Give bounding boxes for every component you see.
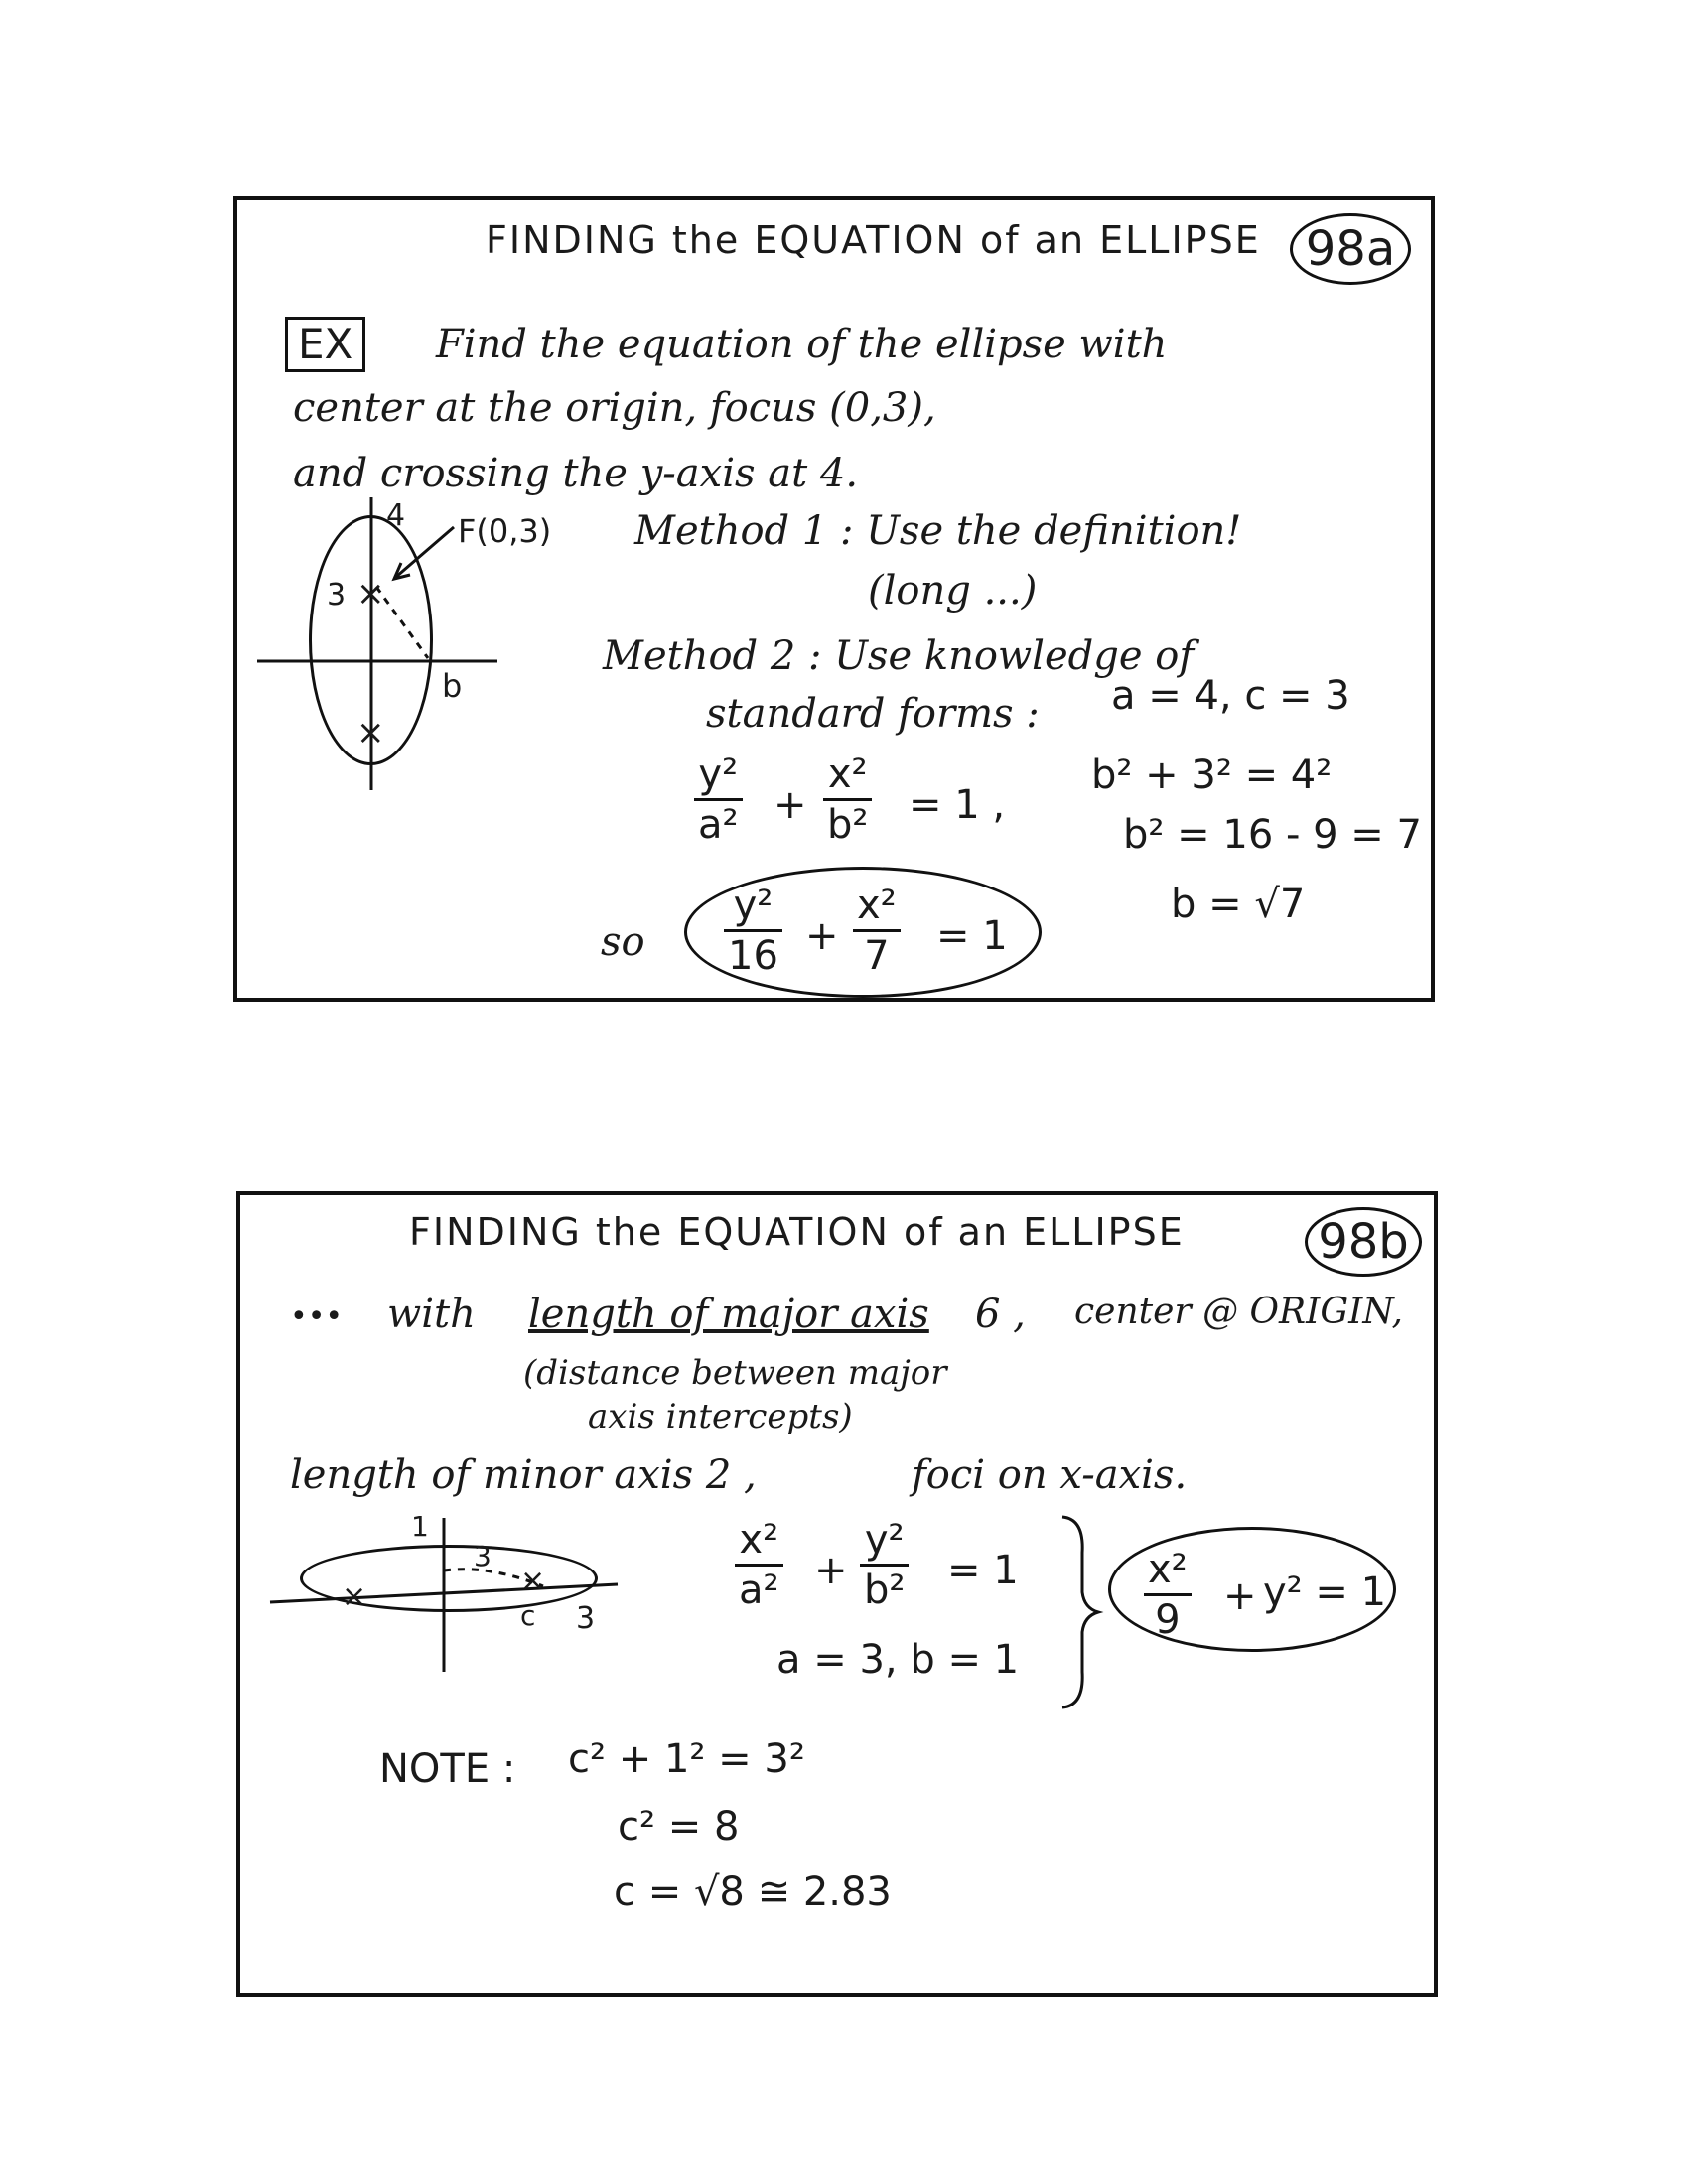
answer-rhs: = 1 [936, 913, 1008, 959]
right-focus-mark: × [520, 1564, 546, 1598]
sketch-label-1: 1 [411, 1510, 429, 1543]
std-form-num-2: x² [827, 751, 868, 797]
method-2-values: a = 4, c = 3 [1111, 673, 1350, 719]
line-1-six: 6 , [975, 1292, 1026, 1337]
calc-line-1: b² + 3² = 4² [1091, 752, 1333, 798]
std-form-term-1 [694, 753, 743, 846]
card-tag: 98b [1305, 1207, 1422, 1277]
card-98b [236, 1191, 1438, 1997]
sketch-label-3-top: 3 [474, 1540, 492, 1572]
answer-term-1 [724, 885, 782, 977]
problem-line-1: Find the equation of the ellipse with [436, 322, 1168, 367]
leading-dots: ••• [290, 1299, 344, 1334]
sketch-label-focus: F(0,3) [458, 512, 552, 550]
method-1-line-1: Method 1 : Use the definition! [634, 508, 1242, 554]
sketch-axes [240, 1195, 657, 1711]
answer-den-1: 9 [1155, 1597, 1181, 1643]
answer-plus: + [1223, 1573, 1257, 1619]
note-label: NOTE : [379, 1746, 516, 1792]
note-line-1: c² + 1² = 3² [568, 1736, 805, 1782]
method-1-line-2: (long ...) [868, 568, 1038, 614]
ab-values: a = 3, b = 1 [776, 1637, 1020, 1683]
note-line-2: c² = 8 [618, 1804, 740, 1849]
sketch-label-3-right: 3 [576, 1601, 596, 1636]
card-title: FINDING the EQUATION of an ELLIPSE [409, 1210, 1185, 1254]
problem-line-2: center at the origin, focus (0,3), [293, 385, 936, 431]
std-form-plus: + [774, 782, 807, 828]
card-tag: 98a [1290, 213, 1411, 285]
paren-line-2: axis intercepts) [588, 1397, 853, 1436]
answer-num-1: y² [733, 883, 774, 928]
answer-term-1 [1144, 1549, 1192, 1641]
problem-line-3: and crossing the y-axis at 4. [293, 451, 859, 496]
std-form-den-2: b² [827, 802, 869, 848]
lower-focus-mark: × [356, 713, 385, 752]
std-form-term-1 [735, 1519, 783, 1611]
std-form-num-1: x² [739, 1517, 779, 1563]
std-form-term-2 [860, 1519, 909, 1611]
std-form-term-2 [823, 753, 872, 846]
note-line-3: c = √8 ≅ 2.83 [614, 1869, 892, 1915]
brace-icon [1055, 1513, 1104, 1711]
sketch-label-3: 3 [327, 578, 347, 613]
std-form-den-2: b² [864, 1568, 906, 1613]
line-1-with: with [387, 1292, 476, 1337]
answer-den-2: 7 [864, 933, 890, 979]
std-form-plus: + [814, 1548, 848, 1593]
std-form-rhs: = 1 , [909, 782, 1006, 828]
card-title: FINDING the EQUATION of an ELLIPSE [486, 218, 1261, 262]
sketch-axes [237, 200, 634, 815]
minor-axis-line: length of minor axis 2 , [290, 1452, 757, 1498]
sketch-label-4: 4 [386, 498, 406, 533]
std-form-num-2: y² [864, 1517, 905, 1563]
example-label: EX [285, 317, 365, 372]
sketch-label-c: c [520, 1599, 536, 1632]
calc-line-2: b² = 16 - 9 = 7 [1123, 812, 1422, 858]
std-form-rhs: = 1 [947, 1548, 1019, 1593]
major-axis-phrase: length of major axis [528, 1292, 929, 1337]
answer-den-1: 16 [728, 933, 778, 979]
method-2-line-2: standard forms : [706, 691, 1040, 737]
foci-line: foci on x-axis. [912, 1452, 1188, 1498]
std-form-den-1: a² [698, 802, 739, 848]
answer-term-2 [853, 885, 901, 977]
calc-line-3: b = √7 [1171, 882, 1306, 927]
card-98a [233, 196, 1435, 1002]
focus-mark: × [342, 1579, 367, 1614]
so-label: so [601, 919, 645, 965]
focus-mark: × [356, 574, 385, 614]
answer-num-1: x² [1148, 1547, 1188, 1592]
sketch-label-b: b [442, 667, 463, 705]
answer-plus: + [805, 913, 839, 959]
std-form-num-1: y² [698, 751, 739, 797]
paren-line-1: (distance between major [523, 1353, 947, 1393]
std-form-den-1: a² [739, 1568, 779, 1613]
answer-num-2: x² [857, 883, 897, 928]
method-2-line-1: Method 2 : Use knowledge of [603, 633, 1195, 679]
answer-rest: y² = 1 [1263, 1570, 1387, 1615]
line-1-center: center @ ORIGIN, [1074, 1292, 1403, 1332]
